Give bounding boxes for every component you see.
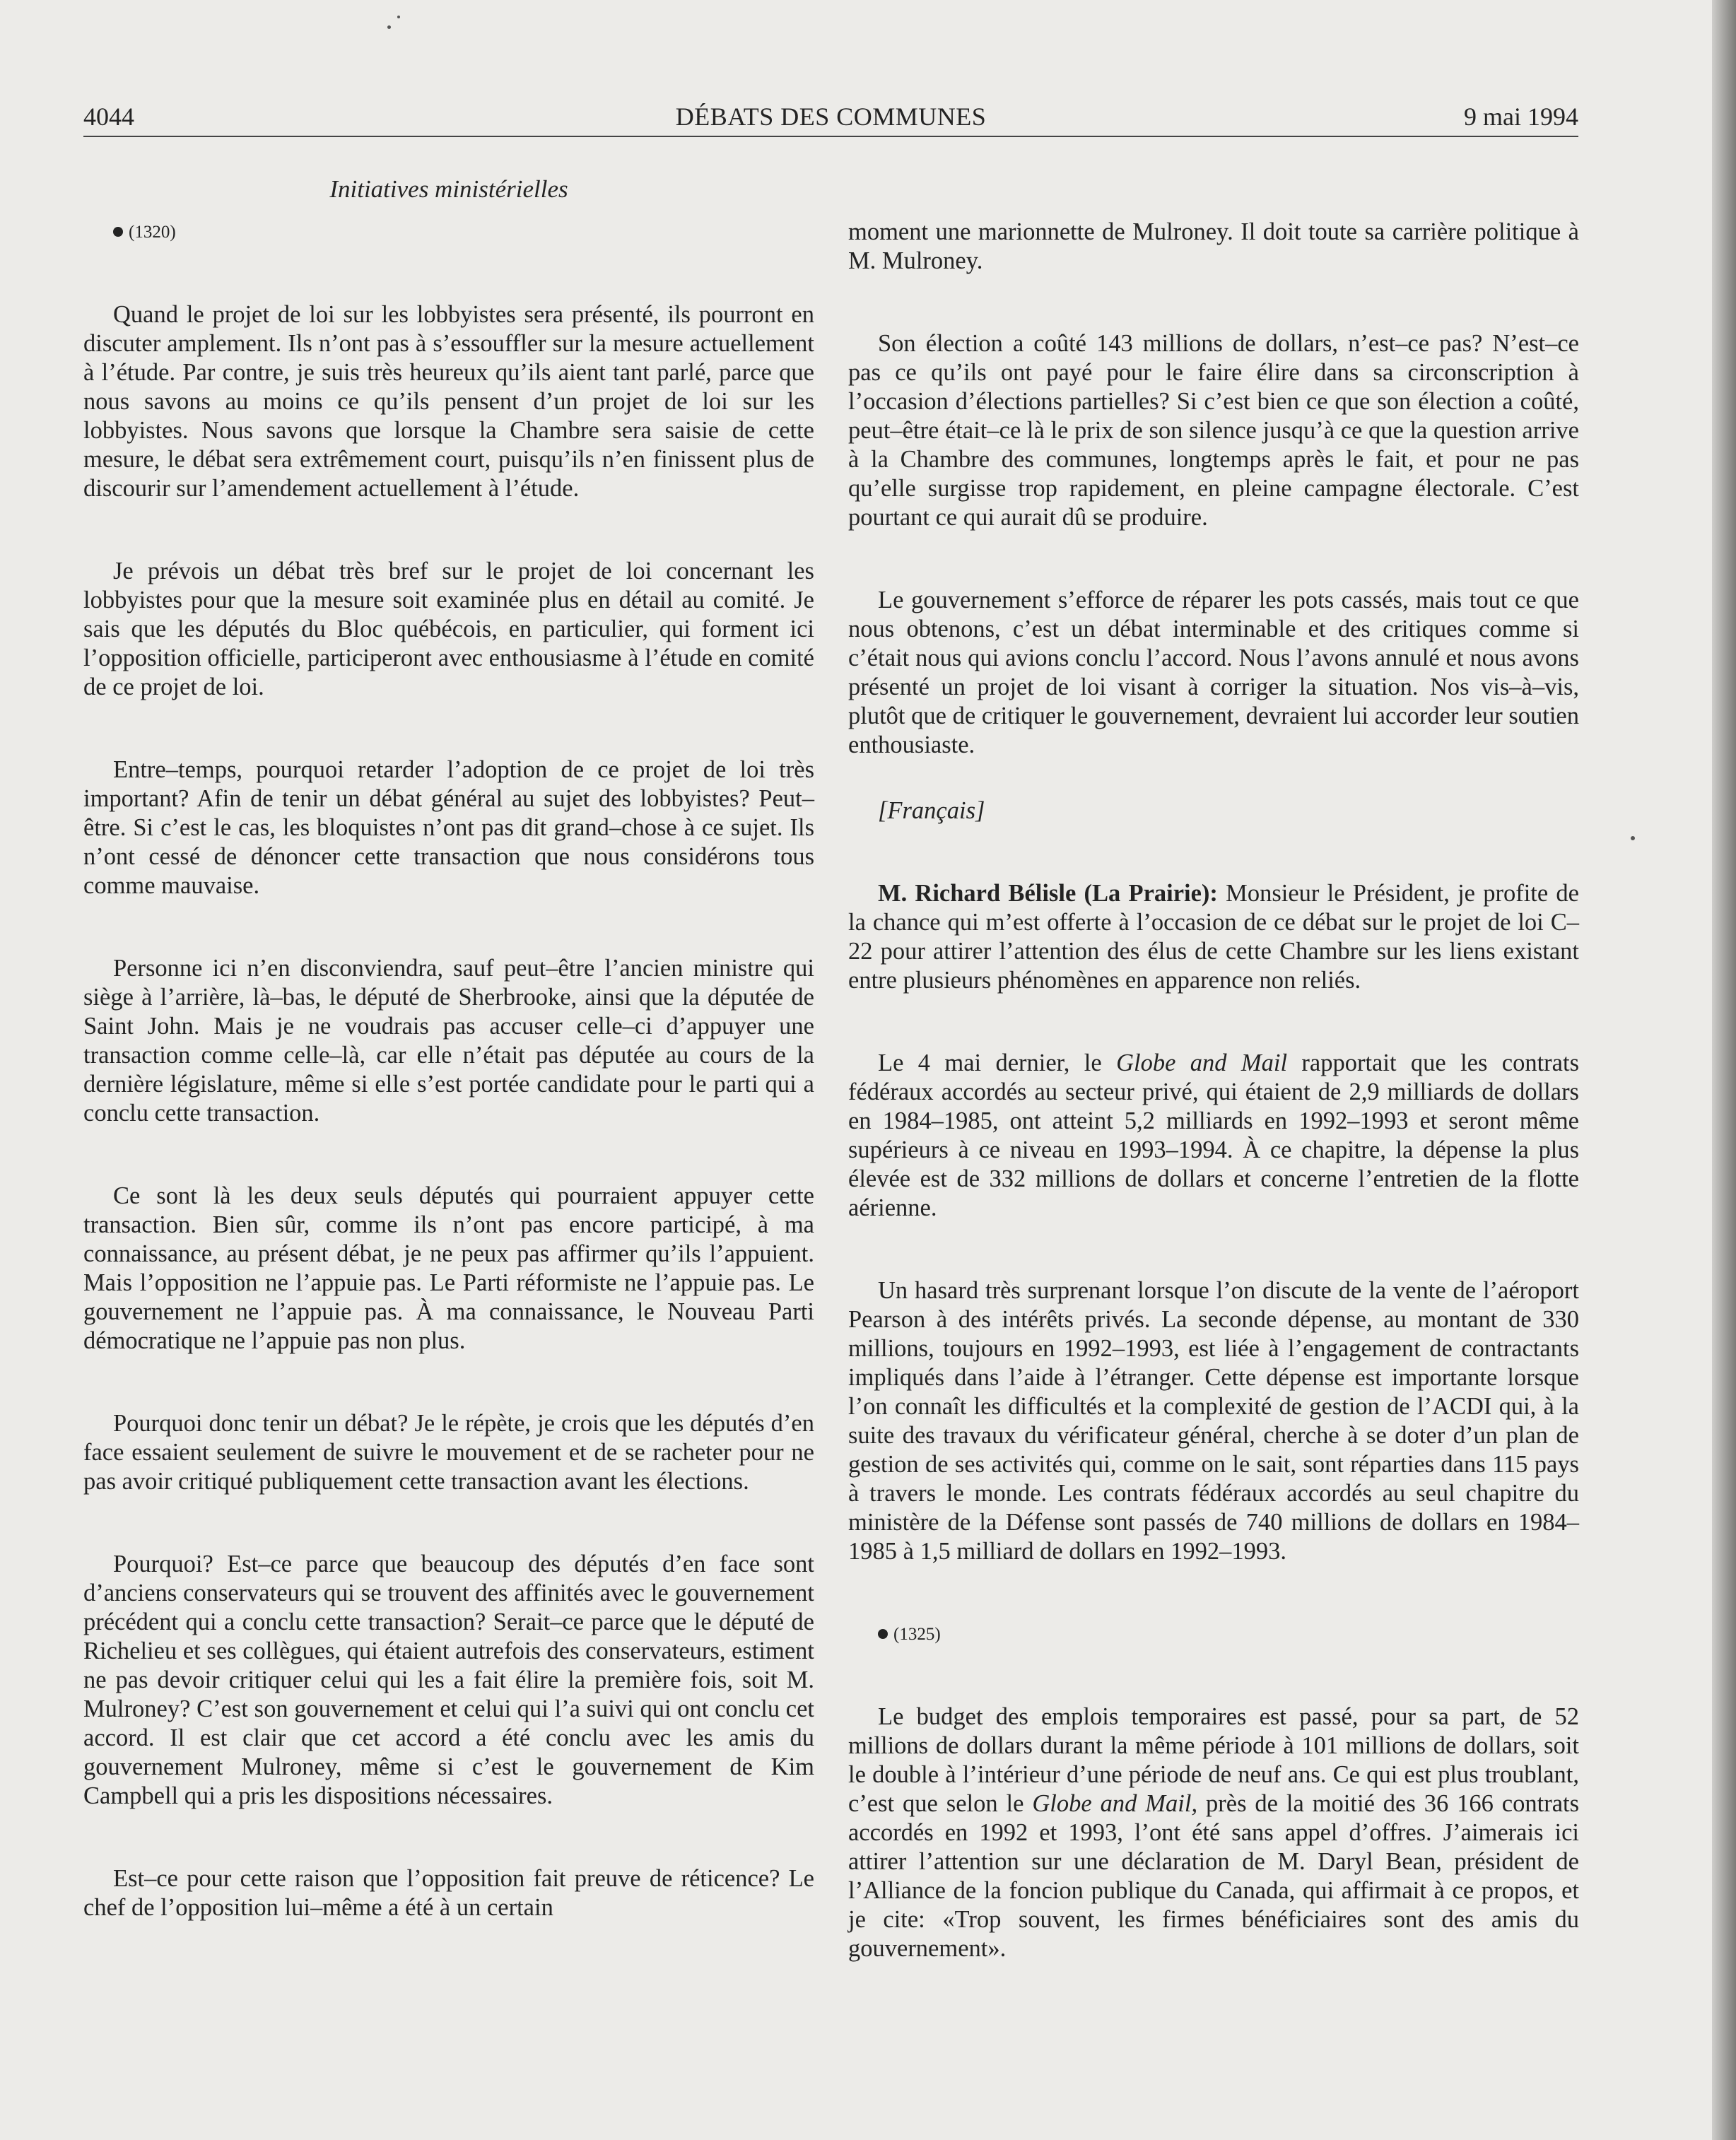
publication-title: DÉBATS DES COMMUNES [675,102,987,131]
paragraph: Un hasard très surprenant lorsque l’on discute de la vente de l’aéroport Pearson à des intérêts privés. La seconde dépense, au montant de 330 millions, toujours en 1992–1993, est liée à l’engagement de contractants impliqués dans l’aide à l’étranger. Cette dépense est importante lorsque l’on connaît les difficultés et la complexité de gestion de l’ACDI qui, à la suite des travaux du vérificateur général, cherche à se doter d’un plan de gestion de ses activités qui, comme on le sait, sont réparties dans 115 pays à travers le monde. Les contrats fédéraux accordés au seul chapitre du ministère de la Défense sont passés de 740 millions de dollars en 1984–1985 à 1,5 milliard de dollars en 1992–1993. [848,1277,1579,1565]
paragraph: Son élection a coûté 143 millions de dollars, n’est–ce pas? N’est–ce pas ce qu’ils ont payé pour le faire élire dans sa circonscription à l’occasion d’élections partielles? Si c’est bien ce que son élection a coûté, peut–être était–ce là le prix de son silence jusqu’à ce que la question arrive à la Chambre des communes, longtemps après le fait, et pour ne pas qu’elle surgisse trop rapidement, en pleine campagne électorale. C’est pourtant ce qui aurait dû se produire. [848,330,1579,531]
scan-speck [1631,836,1635,840]
bullet-icon [878,1629,888,1639]
language-marker: [Français] [878,797,985,824]
paragraph: Le gouvernement s’efforce de réparer les pots cassés, mais tout ce que nous obtenons, c’est un débat interminable et des critiques comme si c’était nous qui avions conclu l’accord. Nous l’avons annulé et nous avons présenté un projet de loi visant à corriger la situation. Nos vis–à–vis, plutôt que de critiquer le gouvernement, devraient lui accorder leur soutien enthousiaste. [848,587,1579,758]
section-heading: Initiatives ministérielles [329,175,568,203]
bullet-icon [113,227,123,237]
timestamp: (1325) [848,1620,1579,1649]
paragraph: Personne ici n’en disconviendra, sauf peut–être l’ancien ministre qui siège à l’arrière, là–bas, le député de Sherbrooke, ainsi que la députée de Saint John. Mais je ne voudrais pas accuser celle–ci d’appuyer une transaction comme celle–là, car elle n’était pas députée au cours de la dernière législature, même si elle s’est portée candidate pour le parti qui a conclu cette transaction. [83,955,814,1127]
paragraph-continued: moment une marionnette de Mulroney. Il doit toute sa carrière politique à M. Mulroney. [848,218,1579,274]
paragraph: Pourquoi donc tenir un débat? Je le répète, je crois que les députés d’en face essaient seulement de suivre le mouvement et de se racheter pour ne pas avoir critiqué publiquement cette transaction avant les élections. [83,1410,814,1495]
publication-name: Globe and Mail [1116,1050,1288,1076]
paragraph: Le budget des emplois temporaires est passé, pour sa part, de 52 millions de dollars durant la même période à 101 millions de dollars, soit le double à l’intérieur d’une période de neuf ans. Ce qui est plus troublant, c’est que selon le Globe and Mail, près de la moitié des 36 166 contrats accordés en 1992 et 1993, l’ont été sans appel d’offres. J’aimerais ici attirer l’attention sur une déclaration de M. Daryl Bean, président de l’Alliance de la foncion publique du Canada, qui affirmait à ce propos, et je cite: «Trop souvent, les firmes bénéficiaires sont des amis du gouvernement». [848,1703,1580,1962]
speaker-name: M. Richard Bélisle (La Prairie): [878,880,1218,907]
document-page [83,0,1578,2140]
right-column [848,218,1579,2017]
paragraph: Est–ce pour cette raison que l’opposition fait preuve de réticence? Le chef de l’opposition lui–même a été à un certain [83,1865,814,1921]
speech-paragraph: M. Richard Bélisle (La Prairie): Monsieur le Président, je profite de la chance qui m’est offerte à l’occasion de ce débat sur le projet de loi C–22 pour attirer l’attention des élus de cette Chambre sur les liens existant entre plusieurs phénomènes en apparence non reliés. [848,880,1579,994]
paragraph: Ce sont là les deux seuls députés qui pourraient appuyer cette transaction. Bien sûr, comme ils n’ont pas encore participé, à ma connaissance, au présent débat, je ne peux pas affirmer qu’ils l’appuient. Mais l’opposition ne l’appuie pas. Le Parti réformiste ne l’appuie pas. Le gouvernement ne l’appuie pas. À ma connaissance, le Nouveau Parti démocratique ne l’appuie pas non plus. [83,1182,814,1354]
page-number: 4044 [83,102,134,131]
running-head [83,98,1578,136]
sitting-date: 9 mai 1994 [1464,102,1578,131]
header-rule [83,136,1578,137]
paragraph: Quand le projet de loi sur les lobbyistes sera présenté, ils pourront en discuter amplement. Ils n’ont pas à s’essouffler sur la mesure actuellement à l’étude. Par contre, je suis très heureux qu’ils aient tant parlé, parce que nous savons au moins ce qu’ils pensent d’un projet de loi sur les lobbyistes. Nous savons que lorsque la Chambre sera saisie de cette mesure, le débat sera extrêmement court, puisqu’ils n’en finissent plus de discourir sur l’amendement actuellement à l’étude. [83,301,814,502]
publication-name: Globe and Mail, [1032,1790,1198,1817]
paragraph: Entre–temps, pourquoi retarder l’adoption de ce projet de loi très important? Afin de tenir un débat général au sujet des lobbyistes? Peut–être. Si c’est le cas, les bloquistes n’ont pas dit grand–chose à ce sujet. Ils n’ont cessé de dénoncer cette transaction que nous considérons tous comme mauvaise. [83,756,814,899]
timestamp: (1320) [83,218,814,247]
paragraph: Le 4 mai dernier, le Globe and Mail rapportait que les contrats fédéraux accordés au secteur privé, qui étaient de 2,9 milliards de dollars en 1984–1985, ont atteint 5,2 milliards en 1992–1993 et seront même supérieurs à ce niveau en 1993–1994. À ce chapitre, la dépense la plus élevée est de 332 millions de dollars et concerne l’entretien de la flotte aérienne. [848,1050,1579,1221]
paragraph: Je prévois un débat très bref sur le projet de loi concernant les lobbyistes pour que la mesure soit examinée plus en détail au comité. Je sais que les députés du Bloc québécois, en particulier, qui forment ici l’opposition officielle, participeront avec enthousiasme à l’étude en comité de ce projet de loi. [83,558,814,700]
paragraph: Pourquoi? Est–ce parce que beaucoup des députés d’en face sont d’anciens conservateurs qui se trouvent des affinités avec le gouvernement précédent qui a conclu cette transaction? Serait–ce parce que le député de Richelieu et ses collègues, qui étaient autrefois des conservateurs, estiment ne pas devoir critiquer celui qui les a fait élire la première fois, soit M. Mulroney? C’est son gouvernement et celui qui l’a suivi qui ont conclu cet accord. Il est clair que cet accord a été conclu avec les amis du gouvernement Mulroney, même si c’est le gouvernement de Kim Campbell qui a pris les dispositions nécessaires. [83,1551,814,1809]
scan-edge [1712,0,1736,2140]
left-column [83,218,814,1976]
